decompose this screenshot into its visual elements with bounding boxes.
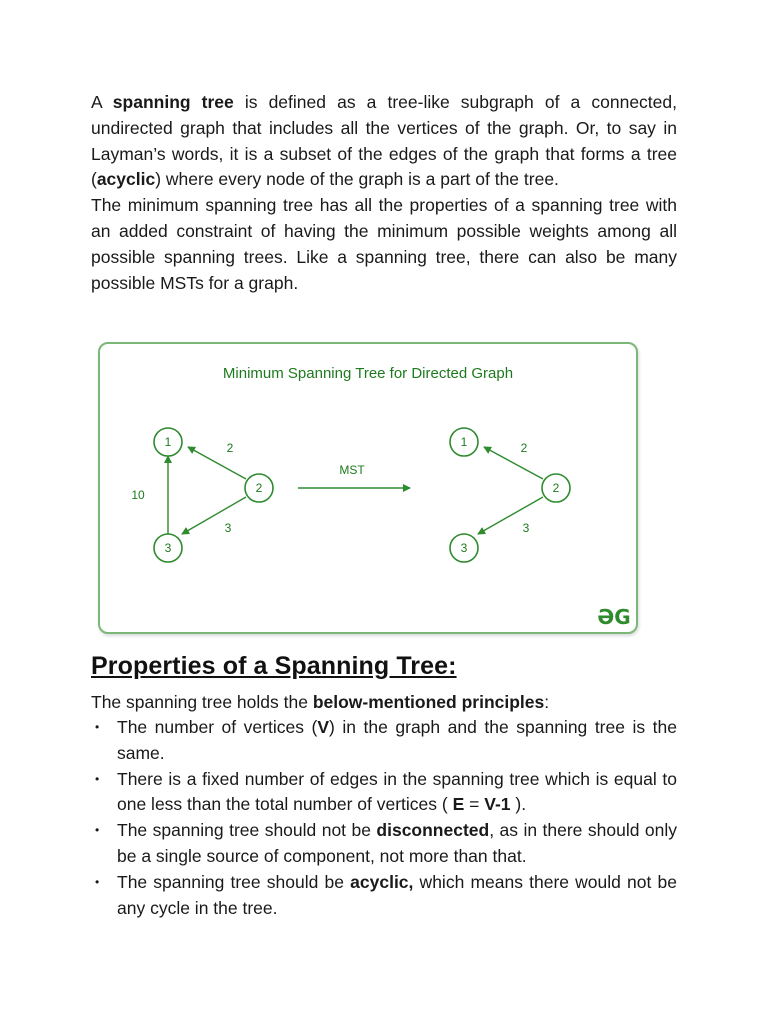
text-run: A [91, 92, 113, 112]
right-node-1-label: 1 [460, 435, 468, 449]
text-run: The spanning tree should not be [117, 820, 377, 841]
mst-edge-2-to-1 [484, 447, 543, 479]
principles-list [91, 715, 677, 921]
text-run: There is a fixed number of edges in the spanning tree which is equal to one less than the total number of vertices ( [117, 768, 677, 815]
text-run: The spanning tree holds the [91, 692, 313, 712]
left-weight-1-2: 2 [226, 441, 234, 455]
list-item [91, 818, 677, 870]
bold-term: V-1 [484, 794, 511, 815]
text-run: which means there would not be any cycle in the tree. [117, 871, 677, 918]
list-item [91, 767, 677, 819]
left-node-2-label: 2 [255, 481, 263, 495]
right-weight-2-3: 3 [522, 521, 530, 535]
text-run: = [464, 794, 485, 815]
bold-term: acyclic, [350, 871, 414, 892]
text-run: ) where every node of the graph is a part of the tree. [155, 169, 559, 190]
left-weight-2-3: 3 [224, 521, 232, 535]
list-item [91, 715, 677, 767]
definition-paragraph [91, 90, 677, 193]
left-node-1-label: 1 [164, 435, 172, 449]
logo: ƏG [597, 605, 631, 629]
section-heading: Properties of a Spanning Tree: [91, 652, 457, 680]
right-node-3-label: 3 [460, 541, 468, 555]
right-weight-1-2: 2 [520, 441, 528, 455]
mst-paragraph: The minimum spanning tree has all the properties of a spanning tree with an added constraint of having the minimum possible weights among all possible spanning trees. Like a spanning tree, there can also be many possible MSTs for a graph. [91, 195, 677, 293]
text-run: ). [510, 794, 527, 815]
text-run: ) in the graph and the spanning tree is the same. [117, 717, 677, 763]
principles-intro [91, 690, 677, 716]
left-weight-1-3: 10 [131, 488, 145, 502]
bullet-icon: • [95, 874, 100, 889]
text-run: The spanning tree should be [117, 871, 351, 892]
bullet-icon: • [95, 823, 100, 838]
bold-term: V [317, 717, 330, 737]
bold-term: spanning tree [112, 92, 234, 112]
text-run: is defined as a tree-like subgraph of a connected, undirected graph that includes all the vertices of the graph. Or, to say in Layman’s words, it is a subset of the edges of the graph that forms a tree ( [91, 92, 677, 190]
text-run: The number of vertices ( [117, 717, 318, 737]
bullet-icon: • [95, 771, 100, 786]
body-text [91, 90, 677, 296]
bold-term: acyclic [96, 169, 156, 190]
mst-diagram [98, 342, 638, 634]
left-node-3-label: 3 [164, 541, 172, 555]
diagram-canvas [100, 344, 636, 632]
mst-arrow-label: MST [339, 463, 365, 477]
text-run: : [544, 692, 550, 712]
list-item [91, 870, 677, 922]
bold-term: E [452, 794, 465, 815]
text-run: , as in there should only be a single source of component, not more than that. [117, 820, 677, 866]
bullet-icon: • [95, 720, 100, 734]
bold-term: below-mentioned principles [312, 692, 545, 712]
edge-2-to-3 [182, 497, 246, 534]
diagram-title: Minimum Spanning Tree for Directed Graph [222, 365, 514, 382]
bold-term: disconnected [376, 820, 490, 841]
mst-edge-2-to-3 [478, 497, 543, 534]
edge-2-to-1 [188, 447, 246, 479]
right-node-2-label: 2 [552, 481, 560, 495]
